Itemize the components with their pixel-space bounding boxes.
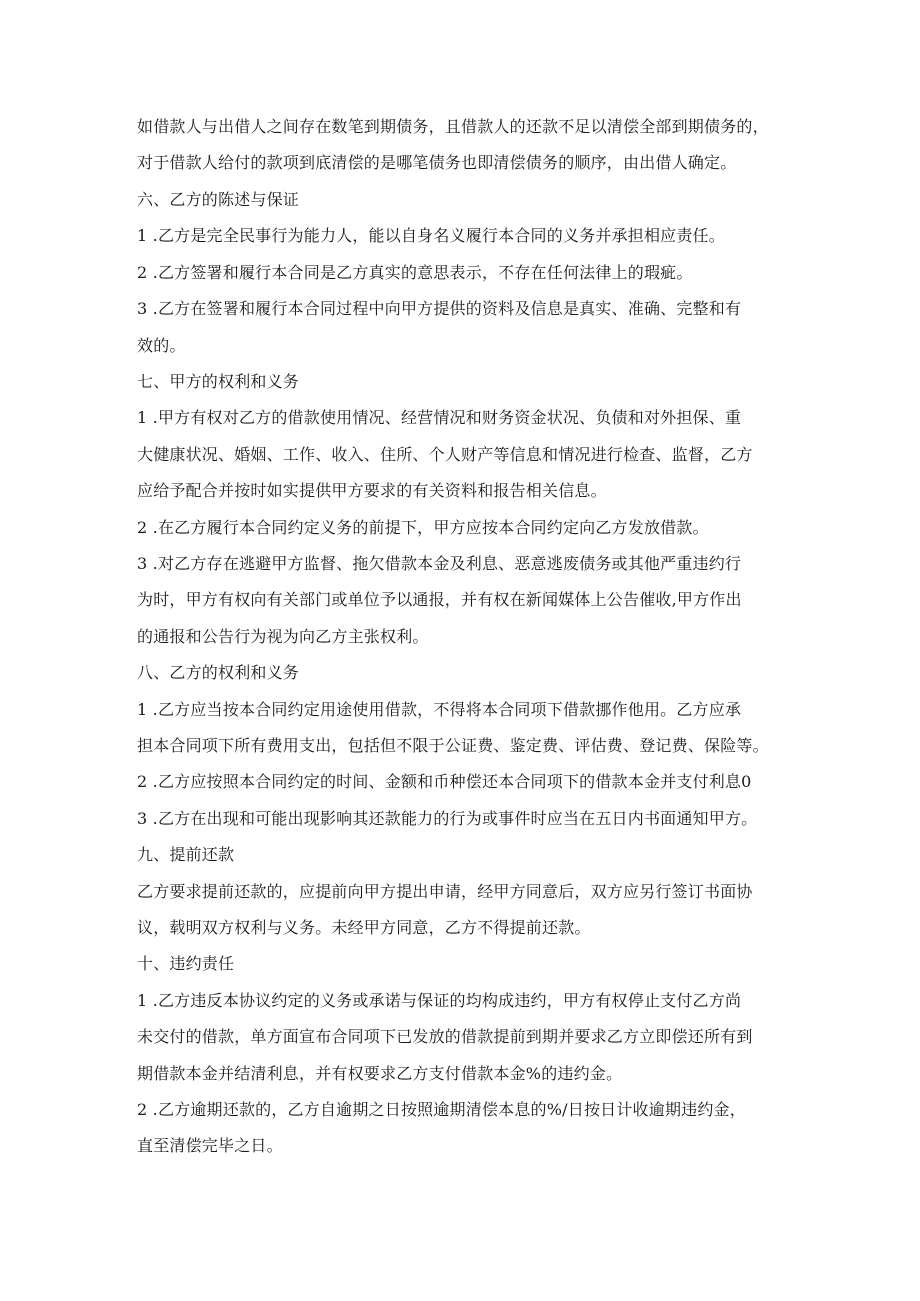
section-heading: 八、乙方的权利和义务 [137, 663, 300, 682]
paragraph-line: 2 .乙方签署和履行本合同是乙方真实的意思表示，不存在任何法律上的瑕疵。 [137, 263, 693, 282]
paragraph-line: 应给予配合并按时如实提供甲方要求的有关资料和报告相关信息。 [137, 481, 607, 500]
paragraph-line: 未交付的借款，单方面宣布合同项下已发放的借款提前到期并要求乙方立即偿还所有到 [137, 1027, 753, 1046]
paragraph-line: 乙方要求提前还款的，应提前向甲方提出申请，经甲方同意后，双方应另行签订书面协 [137, 882, 753, 901]
paragraph-line: 担本合同项下所有费用支出，包括但不限于公证费、鉴定费、评估费、登记费、保险等。 [137, 736, 769, 755]
paragraph-line: 大健康状况、婚姻、工作、收入、住所、个人财产等信息和情况进行检查、监督，乙方 [137, 445, 753, 464]
paragraph-line: 为时，甲方有权向有关部门或单位予以通报，并有权在新闻媒体上公告催收,甲方作出 [137, 590, 742, 609]
paragraph-line: 效的。 [137, 336, 186, 355]
section-heading: 十、违约责任 [137, 954, 235, 973]
paragraph-line: 2 .在乙方履行本合同约定义务的前提下，甲方应按本合同约定向乙方发放借款。 [137, 518, 709, 537]
paragraph-line: 1 .乙方应当按本合同约定用途使用借款，不得将本合同项下借款挪作他用。乙方应承 [137, 700, 742, 719]
paragraph-line: 的通报和公告行为视为向乙方主张权利。 [137, 627, 429, 646]
section-heading: 七、甲方的权利和义务 [137, 372, 300, 391]
paragraph-line: 3 .乙方在签署和履行本合同过程中向甲方提供的资料及信息是真实、准确、完整和有 [137, 299, 742, 318]
section-heading: 九、提前还款 [137, 845, 235, 864]
paragraph-line: 3 .对乙方存在逃避甲方监督、拖欠借款本金及利息、恶意逃废债务或其他严重违约行 [137, 554, 742, 573]
paragraph-line: 2 .乙方应按照本合同约定的时间、金额和币种偿还本合同项下的借款本金并支付利息0 [137, 772, 752, 791]
paragraph-line: 1 .乙方违反本协议约定的义务或承诺与保证的均构成违约，甲方有权停止支付乙方尚 [137, 991, 742, 1010]
section-heading: 六、乙方的陈述与保证 [137, 190, 300, 209]
paragraph-line: 2 .乙方逾期还款的，乙方自逾期之日按照逾期清偿本息的%/日按日计收逾期违约金， [137, 1100, 746, 1119]
paragraph-line: 对于借款人给付的款项到底清偿的是哪笔债务也即清偿债务的顺序，由出借人确定。 [137, 153, 737, 172]
paragraph-line: 议，载明双方权利与义务。未经甲方同意，乙方不得提前还款。 [137, 918, 591, 937]
paragraph-line: 1 .乙方是完全民事行为能力人，能以自身名义履行本合同的义务并承担相应责任。 [137, 226, 725, 245]
paragraph-line: 1 .甲方有权对乙方的借款使用情况、经营情况和财务资金状况、负债和对外担保、重 [137, 408, 742, 427]
paragraph-line: 3 .乙方在出现和可能出现影响其还款能力的行为或事件时应当在五日内书面通知甲方。 [137, 809, 758, 828]
paragraph-line: 期借款本金并结清利息，并有权要求乙方支付借款本金%的违约金。 [137, 1064, 623, 1083]
paragraph-line: 如借款人与出借人之间存在数笔到期债务，且借款人的还款不足以清偿全部到期债务的， [137, 117, 769, 136]
paragraph-line: 直至清偿完毕之日。 [137, 1136, 283, 1155]
